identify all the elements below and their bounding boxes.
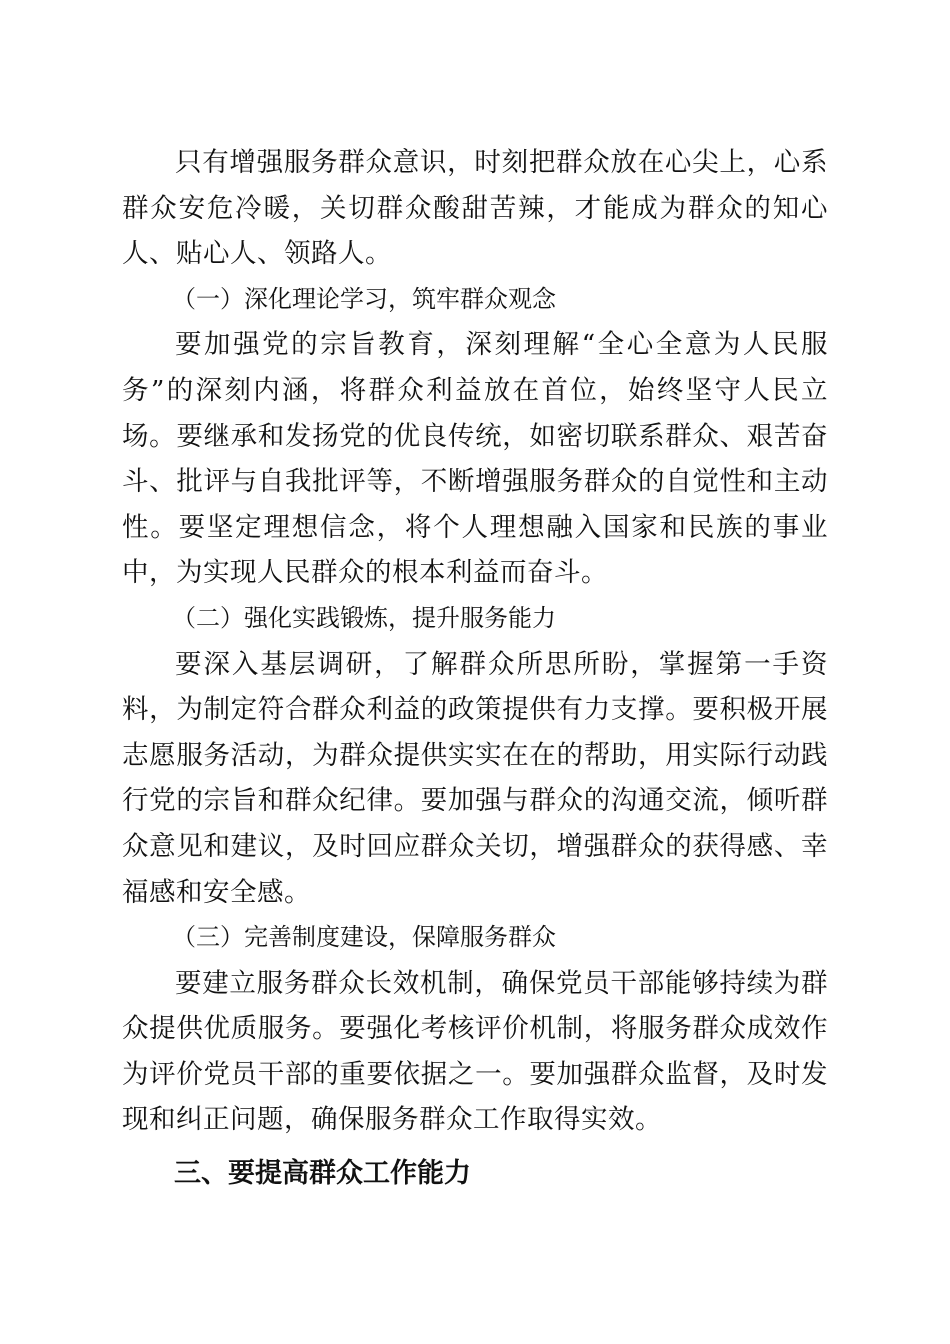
section-heading-three: 三、要提高群众工作能力 <box>174 1158 471 1190</box>
subheading-practice: （二）强化实践锻炼，提升服务能力 <box>172 603 556 632</box>
paragraph-theory-study: 要加强党的宗旨教育，深刻理解“全心全意为人民服务”的深刻内涵，将群众利益放在首位，始终坚守人民立场。要继承和发扬党的优良传统，如密切联系群众、艰苦奋斗、批评与自我批评等，不断增强服务群众的自觉性和主动性。要坚定理想信念，将个人理想融入国家和民族的事业中，为实现人民群众的根本利益而奋斗。 <box>122 329 828 589</box>
subheading-system-building: （三）完善制度建设，保障服务群众 <box>172 923 556 952</box>
subheading-theory-study: （一）深化理论学习，筑牢群众观念 <box>172 284 556 313</box>
paragraph-system-building: 要建立服务群众长效机制，确保党员干部能够持续为群众提供优质服务。要强化考核评价机制，将服务群众成效作为评价党员干部的重要依据之一。要加强群众监督，及时发现和纠正问题，确保服务群众工作取得实效。 <box>122 967 828 1136</box>
paragraph-service-awareness: 只有增强服务群众意识，时刻把群众放在心尖上，心系群众安危冷暖，关切群众酸甜苦辣，才能成为群众的知心人、贴心人、领路人。 <box>122 147 828 270</box>
document-page <box>122 140 828 1197</box>
paragraph-practice: 要深入基层调研，了解群众所思所盼，掌握第一手资料，为制定符合群众利益的政策提供有力支撑。要积极开展志愿服务活动，为群众提供实实在在的帮助，用实际行动践行党的宗旨和群众纪律。要加强与群众的沟通交流，倾听群众意见和建议，及时回应群众关切，增强群众的获得感、幸福感和安全感。 <box>122 648 828 908</box>
